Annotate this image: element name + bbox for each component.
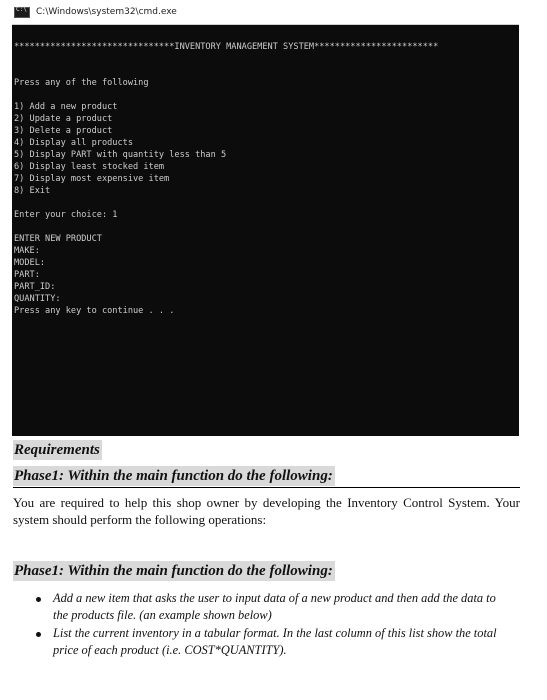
requirements-list bbox=[36, 590, 506, 660]
cmd-window[interactable] bbox=[12, 7, 519, 436]
window-titlebar[interactable] bbox=[12, 1, 519, 23]
console-line: 3) Delete a product bbox=[14, 126, 113, 136]
console-line: 7) Display most expensive item bbox=[14, 174, 170, 184]
phase1-section-2 bbox=[13, 561, 335, 581]
console-line: Press any key to continue . . . bbox=[14, 306, 175, 316]
console-line: MAKE: bbox=[14, 246, 40, 256]
phase1-section bbox=[13, 466, 520, 488]
requirements-section bbox=[13, 440, 102, 460]
console-line: ENTER NEW PRODUCT bbox=[14, 234, 102, 244]
console-line bbox=[14, 197, 438, 209]
console-line: 1) Add a new product bbox=[14, 102, 118, 112]
console-line bbox=[14, 221, 438, 233]
window-title: C:\Windows\system32\cmd.exe bbox=[36, 7, 177, 17]
console-line: Enter your choice: 1 bbox=[14, 210, 118, 220]
console-line: MODEL: bbox=[14, 258, 46, 268]
cmd-icon bbox=[14, 7, 30, 18]
console-line: PART: bbox=[14, 270, 40, 280]
console-line: 5) Display PART with quantity less than 5 bbox=[14, 150, 227, 160]
console-line: PART_ID: bbox=[14, 282, 56, 292]
bullet-icon bbox=[36, 597, 41, 602]
console-line: QUANTITY: bbox=[14, 294, 61, 304]
phase1-heading: Phase1: Within the main function do the following: bbox=[14, 468, 333, 484]
bullet-icon bbox=[36, 632, 41, 637]
console-output[interactable] bbox=[14, 41, 438, 317]
console-line: Press any of the following bbox=[14, 78, 149, 88]
console-line bbox=[14, 89, 438, 101]
console-line: *******************************INVENTORY MANAGEMENT SYSTEM************************ bbox=[14, 42, 439, 52]
console-line: 4) Display all products bbox=[14, 138, 133, 148]
console-line bbox=[14, 53, 438, 65]
heading-underline bbox=[13, 487, 520, 488]
intro-paragraph: You are required to help this shop owner by developing the Inventory Control System. Your system should perform the following operations: bbox=[13, 495, 520, 527]
requirements-heading: Requirements bbox=[14, 442, 100, 458]
console-line bbox=[14, 65, 438, 77]
console-line: 8) Exit bbox=[14, 186, 51, 196]
console-line: 6) Display least stocked item bbox=[14, 162, 165, 172]
list-item-text: List the current inventory in a tabular format. In the last column of this list show the total price of each product (i.e. COST*QUANTITY). bbox=[53, 626, 497, 657]
console-line: 2) Update a product bbox=[14, 114, 113, 124]
list-item bbox=[36, 625, 506, 659]
list-item bbox=[36, 590, 506, 624]
phase1-heading-2: Phase1: Within the main function do the following: bbox=[14, 563, 333, 579]
list-item-text: Add a new item that asks the user to input data of a new product and then add the data to the products file. (an example shown below) bbox=[53, 591, 496, 622]
